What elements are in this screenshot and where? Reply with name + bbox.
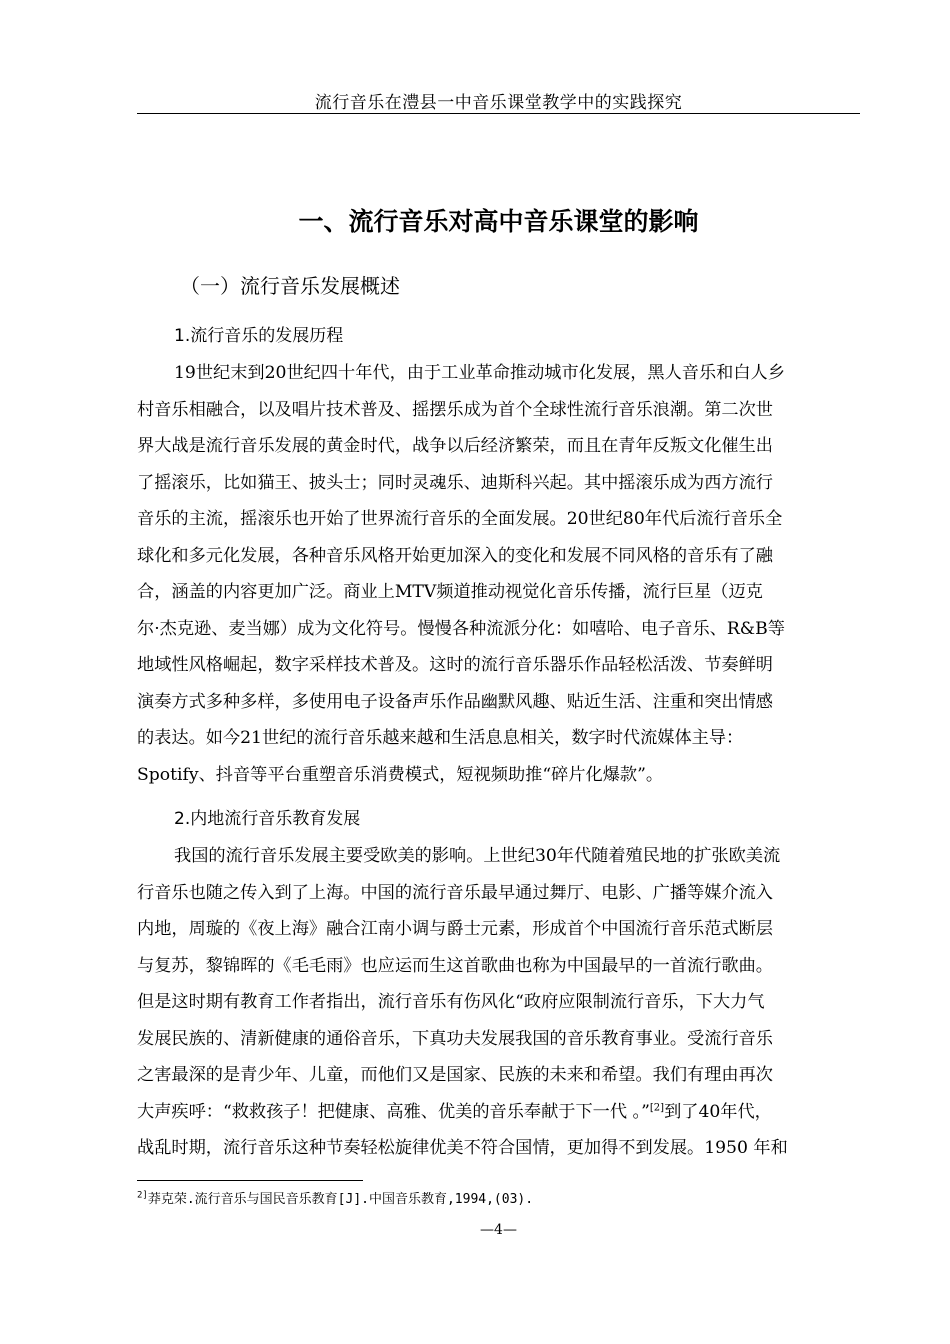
paragraph-line: 的表达。如今21世纪的流行音乐越来越和生活息息相关，数字时代流媒体主导： [137, 728, 744, 748]
paragraph-line: 球化和多元化发展，各种音乐风格开始更加深入的变化和发展不同风格的音乐有了融 [137, 545, 773, 566]
paragraph-line: 战乱时期，流行音乐这种节奏轻松旋律优美不符合国情，更加得不到发展。1950 年和 [137, 1138, 788, 1158]
paragraph-line: 内地，周璇的《夜上海》融合江南小调与爵士元素，形成首个中国流行音乐范式断层 [137, 919, 773, 939]
paragraph-1 [137, 355, 860, 793]
paragraph-line: 地域性风格崛起，数字采样技术普及。这时的流行音乐器乐作品轻松活泼、节奏鲜明 [137, 655, 773, 675]
page-number: —4— [480, 1222, 517, 1238]
paragraph-line: Spotify、抖音等平台重塑音乐消费模式，短视频助推“碎片化爆款”。 [137, 764, 664, 785]
paragraph-line: 界大战是流行音乐发展的黄金时代，战争以后经济繁荣，而且在青年反叛文化催生出 [137, 436, 773, 456]
citation-continuation: 到了40年代， [664, 1101, 772, 1122]
paragraph-2 [137, 838, 860, 1167]
paragraph-line: 演奏方式多种多样，多使用电子设备声乐作品幽默风趣、贴近生活、注重和突出情感 [137, 691, 773, 712]
paragraph-line: 了摇滚乐，比如猫王、披头士；同时灵魂乐、迪斯科兴起。其中摇滚乐成为西方流行 [137, 472, 773, 493]
paragraph-line: 19世纪末到20世纪四十年代，由于工业革命推动城市化发展，黑人音乐和白人乡 [174, 363, 785, 383]
citation-text: 大声疾呼：“救救孩子！把健康、高雅、优美的音乐奉献于下一代 。” [137, 1101, 650, 1122]
footnote-text: 莽克荣.流行音乐与国民音乐教育[J].中国音乐教育,1994,(03). [147, 1192, 534, 1207]
footnote [137, 1190, 533, 1210]
subsection-title-2: 2.内地流行音乐教育发展 [174, 809, 361, 829]
paragraph-line: 合，涵盖的内容更加广泛。商业上MTV频道推动视觉化音乐传播，流行巨星（迈克 [137, 582, 763, 602]
paragraph-line-with-citation [137, 1094, 860, 1131]
paragraph-line: 与复苏，黎锦晖的《毛毛雨》也应运而生这首歌曲也称为中国最早的一首流行歌曲。 [137, 955, 773, 976]
footnote-rule [137, 1180, 363, 1181]
paragraph-line: 但是这时期有教育工作者指出，流行音乐有伤风化“政府应限制流行音乐，下大力气 [137, 992, 765, 1012]
paragraph-line: 行音乐也随之传入到了上海。中国的流行音乐最早通过舞厅、电影、广播等媒介流入 [137, 882, 773, 903]
citation-mark: [2] [649, 1101, 665, 1113]
paragraph-line: 村音乐相融合，以及唱片技术普及、摇摆乐成为首个全球性流行音乐浪潮。第二次世 [137, 399, 773, 420]
paragraph-line: 之害最深的是青少年、儿童，而他们又是国家、民族的未来和希望。我们有理由再次 [137, 1065, 773, 1085]
paragraph-line: 我国的流行音乐发展主要受欧美的影响。上世纪30年代随着殖民地的扩张欧美流 [174, 846, 781, 866]
running-header: 流行音乐在澧县一中音乐课堂教学中的实践探究 [314, 93, 683, 113]
paragraph-line: 发展民族的、清新健康的通俗音乐，下真功夫发展我国的音乐教育事业。受流行音乐 [137, 1028, 773, 1049]
footnote-mark: 2] [137, 1190, 148, 1201]
section-title: （一）流行音乐发展概述 [180, 274, 400, 298]
paragraph-line: 尔·杰克逊、麦当娜）成为文化符号。慢慢各种流派分化：如嘻哈、电子音乐、R&B等 [137, 618, 785, 639]
paragraph-line: 音乐的主流，摇滚乐也开始了世界流行音乐的全面发展。20世纪80年代后流行音乐全 [137, 509, 783, 529]
subsection-title-1: 1.流行音乐的发展历程 [174, 326, 344, 346]
chapter-title: 一、流行音乐对高中音乐课堂的影响 [298, 207, 699, 236]
header-rule [137, 113, 860, 114]
